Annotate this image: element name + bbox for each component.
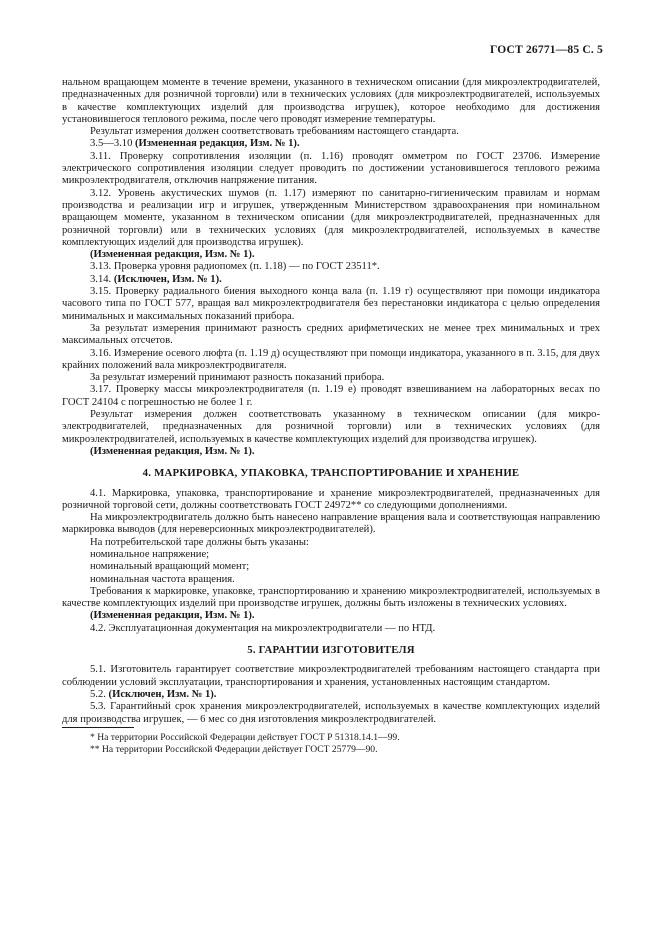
- paragraph-text: номинальное напряжение;: [90, 548, 210, 560]
- paragraph: [62, 537, 600, 549]
- section-5-heading: 5. ГАРАНТИИ ИЗГОТОВИТЕЛЯ: [247, 644, 415, 657]
- paragraph: [62, 348, 600, 373]
- paragraph-text: 3.15. Проверку радиального биения выходного конца вала (п. 1.19 г) осуществляют при помощи индикатора часового типа по ГОСТ 577, вращая вал микроэлектродвигателя без перестановки индикатора с целью определения минимальных и максимальных показаний прибора.: [62, 286, 600, 322]
- amendment-note: (Исключен, Изм. № 1).: [113, 273, 222, 285]
- paragraph: [62, 446, 600, 458]
- paragraph-text: На потребительской таре должны быть указаны:: [90, 536, 309, 548]
- paragraph-text: 5.1. Изготовитель гарантирует соответствие микроэлектродвигателей требованиям настоящего стандарта при соблюдении условий эксплуатации, транспортирования и хранения, установленных настоящим стандартом.: [62, 664, 600, 688]
- paragraph-text: 3.11. Проверку сопротивления изоляции (п. 1.16) проводят омметром по ГОСТ 23706. Измерение электрического сопротивления изоляции следует проводить по достижении установившегося теплового режима микроэлектродвигателя, отключив напряжение питания.: [62, 150, 600, 187]
- paragraph: [62, 689, 600, 701]
- paragraph-text: 3.12. Уровень акустических шумов (п. 1.17) измеряют по санитарно-гигиеническим правилам и нормам производства и реализации игр и игрушек, утвержденным Министерством здравоохранения при номинальном вращающем моменте, указанном в техническом описании (для микроэлектродвигателей, предназначенных для розничной торговли) или в технических условиях (для микроэлектродвигателей, используемых в качестве комплектующих изделий для производства игрушек).: [62, 187, 600, 248]
- paragraph: [62, 623, 600, 635]
- paragraph: [62, 574, 600, 586]
- paragraph: [62, 409, 600, 446]
- clause-number: 3.14.: [90, 273, 112, 285]
- paragraph: [62, 77, 600, 126]
- section-5-body: [62, 664, 600, 725]
- paragraph: [62, 664, 600, 689]
- section-3-continued: [62, 77, 600, 458]
- paragraph: [62, 610, 600, 622]
- paragraph-text: нальном вращающем моменте в течение времени, указанного в техническом описании (для микроэлектродвигателей, предназначенных для розничной торговли) или в технических условиях (для микроэлектродвигателей, используемых в качестве комплектующих изделий для производства игрушек), которое необходимо для достижения установившегося теплового режима, после чего проводят измерение температуры.: [62, 77, 600, 125]
- footnote-rule: [62, 727, 134, 728]
- paragraph: [62, 586, 600, 611]
- paragraph: [62, 372, 600, 384]
- paragraph-text: Результат измерения должен соответствовать требованиям настоящего стандарта.: [90, 126, 459, 138]
- document-body: [62, 77, 600, 756]
- paragraph-text: 4.1. Маркировка, упаковка, транспортирование и хранение микроэлектродвигателей, предназначенных для розничной торговой сети, должны соответствовать ГОСТ 24972** со следующими дополнениями.: [62, 487, 600, 511]
- footnote: * На территории Российской Федерации действует ГОСТ Р 51318.14.1—99.: [90, 731, 400, 743]
- footnotes: [62, 732, 600, 756]
- paragraph-text: Результат измерения должен соответствовать указанному в техническом описании (для микроэлектродвигателей, предназначенных для розничной торговли) или в технических условиях (для микроэлектродвигателей, используемых в качестве комплектующих изделий для производства игрушек).: [62, 409, 600, 445]
- paragraph: [62, 549, 600, 561]
- footnote: ** На территории Российской Федерации действует ГОСТ 25779—90.: [90, 743, 378, 755]
- paragraph: [62, 274, 600, 286]
- paragraph-text: За результат измерений принимают разность показаний прибора.: [90, 372, 385, 384]
- paragraph: [62, 138, 600, 150]
- paragraph: [62, 384, 600, 409]
- paragraph-text: За результат измерения принимают разность средних арифметических не менее трех минимальных и трех максимальных отсчетов.: [62, 322, 600, 347]
- paragraph-text: 5.3. Гарантийный срок хранения микроэлектродвигателей, используемых в качестве комплектующих изделий для производства игрушек, — 6 мес со дня изготовления микроэлектродвигателей.: [62, 701, 600, 725]
- paragraph-text: На микроэлектродвигатель должно быть нанесено направление вращения вала и соответствующая направлению маркировка выводов (для нереверсионных микроэлектродвигателей).: [62, 512, 600, 536]
- paragraph: [62, 249, 600, 261]
- paragraph: [62, 561, 600, 573]
- paragraph: [62, 512, 600, 537]
- paragraph: [62, 286, 600, 323]
- section-4-heading: 4. МАРКИРОВКА, УПАКОВКА, ТРАНСПОРТИРОВАНИЕ И ХРАНЕНИЕ: [142, 467, 520, 480]
- paragraph-text: номинальная частота вращения.: [90, 573, 235, 585]
- section-4-body: [62, 488, 600, 636]
- paragraph: [62, 126, 600, 138]
- amendment-note: (Измененная редакция, Изм. № 1).: [90, 445, 255, 457]
- paragraph-text: 4.2. Эксплуатационная документация на микроэлектродвигатели — по НТД.: [90, 622, 436, 634]
- paragraph: [62, 701, 600, 726]
- amendment-note: (Измененная редакция, Изм. № 1).: [135, 138, 300, 150]
- paragraph: [62, 488, 600, 513]
- paragraph: [62, 261, 600, 273]
- clause-number: 3.5—3.10: [90, 138, 133, 150]
- amendment-note: (Исключен, Изм. № 1).: [108, 688, 217, 700]
- paragraph-text: 3.13. Проверка уровня радиопомех (п. 1.18) — по ГОСТ 23511*.: [90, 261, 380, 273]
- paragraph-text: номинальный вращающий момент;: [90, 561, 250, 573]
- paragraph: [62, 323, 600, 348]
- page-header: ГОСТ 26771—85 С. 5: [490, 44, 603, 56]
- paragraph: [62, 151, 600, 188]
- amendment-note: (Измененная редакция, Изм. № 1).: [90, 610, 255, 622]
- paragraph-text: 3.16. Измерение осевого люфта (п. 1.19 д) осуществляют при помощи индикатора, указанного в п. 3.15, для двух крайних положений вала микроэлектродвигателя.: [62, 347, 600, 371]
- paragraph: [62, 188, 600, 249]
- clause-number: 5.2.: [90, 688, 106, 700]
- paragraph-text: Требования к маркировке, упаковке, транспортированию и хранению микроэлектродвигателей, используемых в качестве комплектующих изделий при производстве игрушек, должны быть изложены в технических условиях.: [62, 585, 600, 610]
- paragraph-text: 3.17. Проверку массы микроэлектродвигателя (п. 1.19 е) проводят взвешиванием на лабораторных весах по ГОСТ 24104 с погрешностью не более 1 г.: [62, 384, 600, 408]
- amendment-note: (Измененная редакция, Изм. № 1).: [90, 249, 255, 261]
